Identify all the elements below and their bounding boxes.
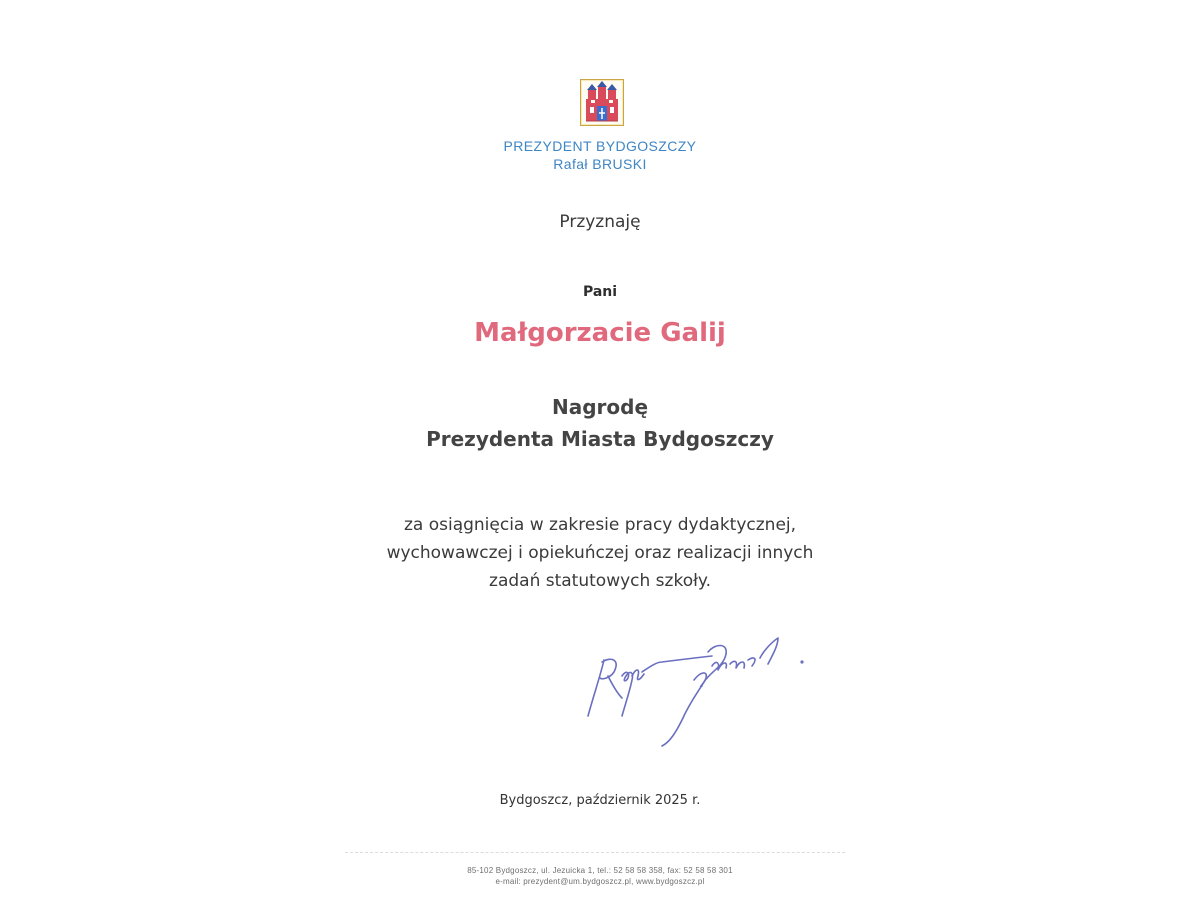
footer-address: 85-102 Bydgoszcz, ul. Jezuicka 1, tel.: 52 58 58 358, fax: 52 58 58 301 — [467, 866, 733, 875]
footer-divider — [345, 852, 845, 853]
reason-line: zadań statutowych szkoły. — [489, 571, 711, 591]
recipient-name: Małgorzacie Galij — [474, 318, 726, 348]
place-and-date: Bydgoszcz, październik 2025 r. — [499, 793, 701, 808]
handwritten-signature — [582, 632, 810, 750]
award-reason — [0, 511, 1200, 595]
salutation: Pani — [582, 284, 618, 300]
header-name: Rafał BRUSKI — [553, 156, 647, 172]
footer-contact: e-mail: prezydent@um.bydgoszcz.pl, www.bydgoszcz.pl — [495, 877, 705, 886]
award-title-line1: Nagrodę — [551, 395, 649, 419]
reason-line: za osiągnięcia w zakresie pracy dydaktycznej, — [403, 515, 797, 535]
reason-line: wychowawczej i opiekuńczej oraz realizacji innych — [386, 543, 814, 563]
award-title-line2: Prezydenta Miasta Bydgoszczy — [426, 427, 774, 451]
header-title: PREZYDENT BYDGOSZCZY — [503, 138, 697, 154]
bydgoszcz-coat-of-arms-icon — [580, 79, 624, 127]
grant-phrase: Przyznaję — [559, 212, 641, 232]
